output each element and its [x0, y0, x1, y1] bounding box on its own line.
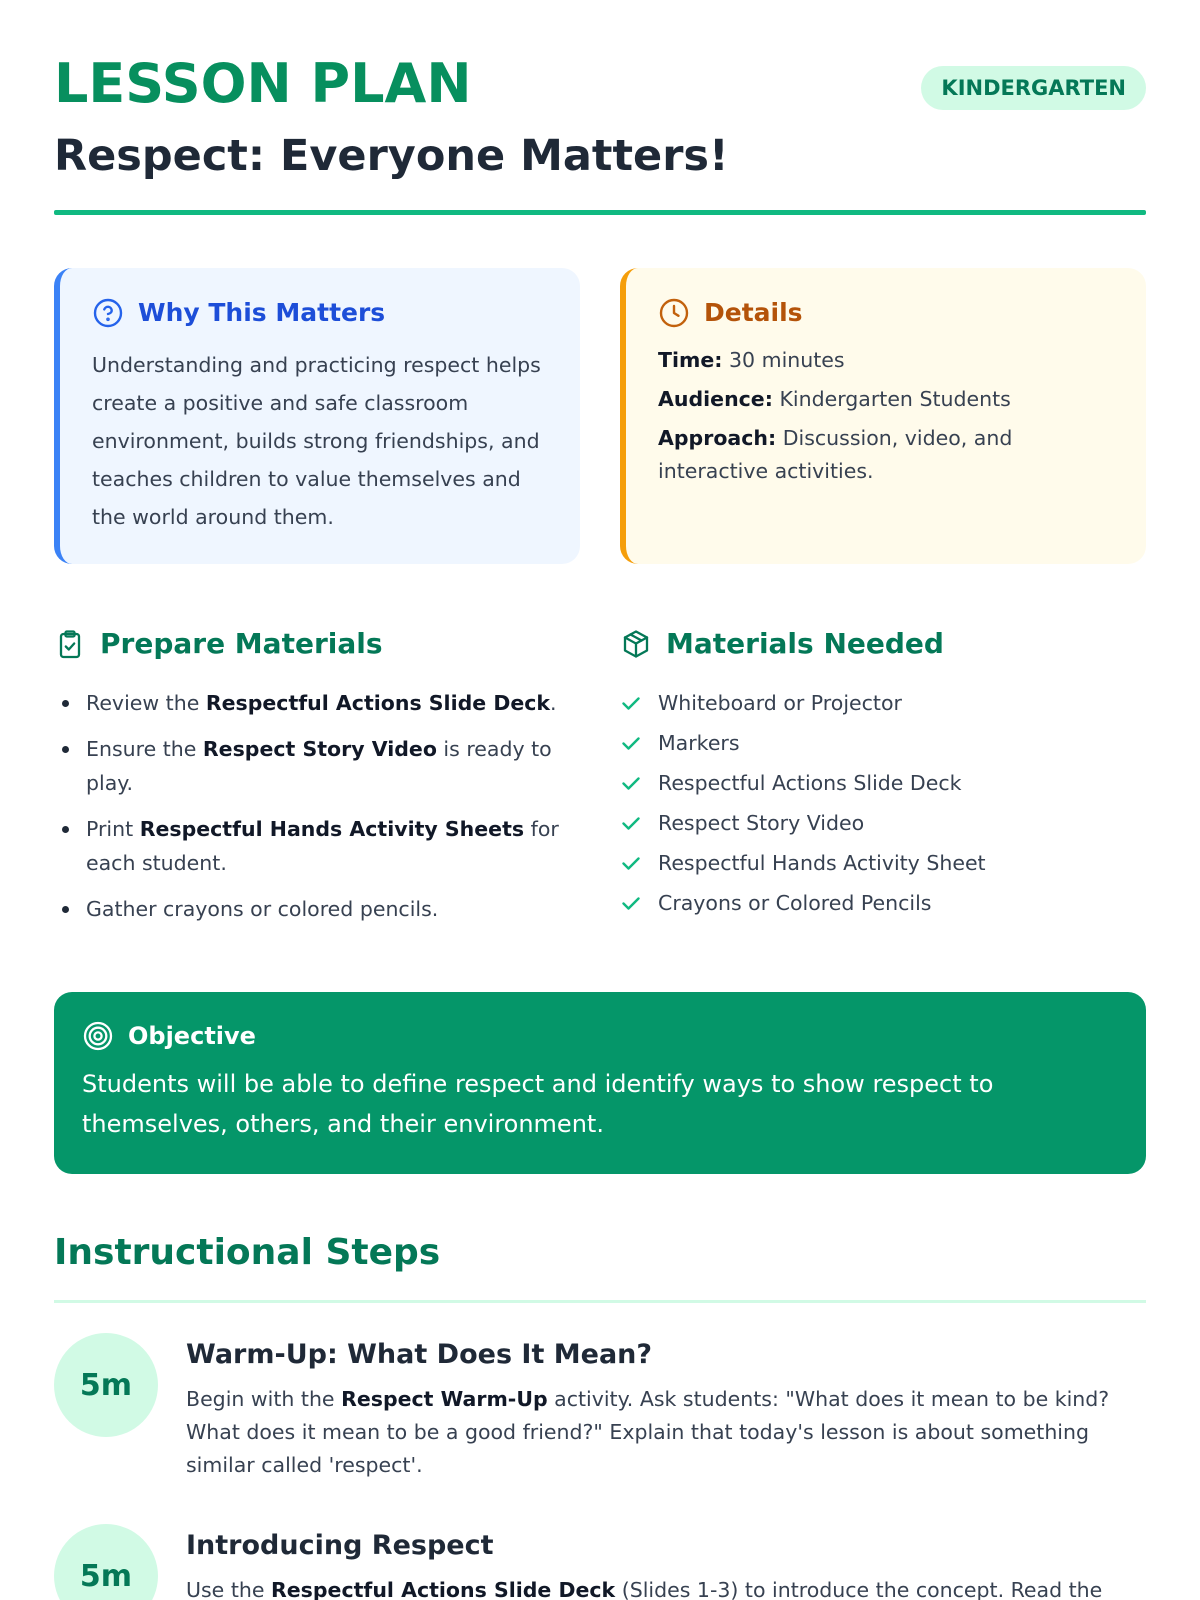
detail-audience-label: Audience:: [658, 387, 773, 411]
prepare-item-text: .: [550, 691, 557, 715]
prepare-materials-column: [54, 624, 580, 938]
step-duration-badge: 5m: [54, 1524, 158, 1600]
prepare-list: [54, 686, 580, 926]
objective-heading: Objective: [128, 1022, 256, 1050]
grade-badge: KINDERGARTEN: [921, 66, 1146, 110]
clock-icon: [658, 297, 690, 329]
details-card: [620, 268, 1146, 564]
step-duration-badge: 5m: [54, 1333, 158, 1437]
check-icon: [620, 852, 642, 874]
instructional-steps-heading: Instructional Steps: [54, 1232, 441, 1273]
objective-text: Students will be able to define respect and identify ways to show respect to themselves, others, and their environment.: [82, 1070, 994, 1138]
check-icon: [620, 732, 642, 754]
detail-time: [658, 344, 1118, 377]
check-icon: [620, 772, 642, 794]
target-icon: [82, 1020, 114, 1052]
info-cards: [54, 268, 1146, 564]
step-item: [54, 1333, 1146, 1482]
header-divider: [54, 210, 1146, 215]
detail-approach-value: Discussion, video, and interactive activities.: [658, 426, 1013, 483]
prepare-item-resource: Respectful Hands Activity Sheets: [139, 817, 525, 841]
package-icon: [620, 628, 652, 660]
page-title: Respect: Everyone Matters!: [54, 131, 729, 181]
materials-needed-column: [620, 624, 1146, 938]
material-item-label: Respect Story Video: [658, 811, 865, 835]
material-item-label: Whiteboard or Projector: [658, 691, 902, 715]
objective-box: [54, 992, 1146, 1174]
header: [54, 0, 1146, 215]
prepare-materials-header: [54, 624, 580, 664]
eyebrow-label: LESSON PLAN: [54, 52, 472, 115]
detail-time-label: Time:: [658, 348, 723, 372]
steps-divider: [54, 1300, 1146, 1303]
step-text: Begin with the: [186, 1387, 342, 1411]
prepare-item: [54, 892, 580, 926]
prepare-item-text: for each student.: [86, 817, 559, 875]
step-text: Use the: [186, 1578, 271, 1600]
detail-audience-value: Kindergarten Students: [779, 387, 1011, 411]
prepare-item-text: Ensure the: [86, 737, 203, 761]
check-icon: [620, 812, 642, 834]
material-item-label: Markers: [658, 731, 740, 755]
prepare-item: [54, 812, 580, 880]
detail-approach-label: Approach:: [658, 426, 777, 450]
material-item-label: Crayons or Colored Pencils: [658, 891, 932, 915]
material-item: [620, 766, 1146, 800]
check-icon: [620, 892, 642, 914]
prepare-item-resource: Respect Story Video: [202, 737, 437, 761]
material-item-label: Respectful Hands Activity Sheet: [658, 851, 986, 875]
step-description: [186, 1574, 1146, 1600]
step-title: Warm-Up: What Does It Mean?: [186, 1339, 653, 1370]
prepare-item-text: Print: [86, 817, 140, 841]
detail-audience: [658, 383, 1118, 416]
material-item: [620, 806, 1146, 840]
objective-header: [82, 1018, 1118, 1054]
material-item: [620, 846, 1146, 880]
materials-section: [54, 624, 1146, 938]
material-item: [620, 726, 1146, 760]
prepare-item-text: Review the: [86, 691, 206, 715]
step-text: activity. Ask students: "What does it mean to be kind? What does it mean to be a good friend?" Explain that today's lesson is about something similar called 'respect'.: [186, 1387, 1110, 1477]
prepare-item: [54, 732, 580, 800]
material-item: [620, 886, 1146, 920]
material-item-label: Respectful Actions Slide Deck: [658, 771, 962, 795]
step-description: [186, 1383, 1146, 1482]
prepare-materials-heading: Prepare Materials: [100, 627, 383, 660]
details-card-heading: Details: [704, 298, 803, 327]
step-body: [186, 1524, 1146, 1600]
prepare-item-text: is ready to play.: [86, 737, 552, 795]
why-card-text: Understanding and practicing respect helps create a positive and safe classroom environment, builds strong friendships, and teaches children to value themselves and the world around them.: [92, 353, 541, 529]
step-item: [54, 1524, 1146, 1600]
step-title: Introducing Respect: [186, 1530, 494, 1561]
materials-needed-heading: Materials Needed: [666, 627, 944, 660]
why-card-heading: Why This Matters: [138, 298, 386, 327]
detail-time-value: 30 minutes: [729, 348, 845, 372]
detail-approach: [658, 422, 1118, 488]
check-icon: [620, 692, 642, 714]
materials-list: [620, 686, 1146, 920]
why-card-header: [92, 296, 552, 330]
prepare-item-text: Gather crayons or colored pencils.: [86, 897, 439, 921]
step-resource: Respectful Actions Slide Deck: [270, 1578, 616, 1600]
prepare-item-resource: Respectful Actions Slide Deck: [205, 691, 551, 715]
prepare-item: [54, 686, 580, 720]
step-body: [186, 1333, 1146, 1482]
step-text: (Slides 1-3) to introduce the concept. Read the: [615, 1578, 1103, 1600]
step-resource: Respect Warm-Up: [341, 1387, 548, 1411]
details-card-header: [658, 296, 1118, 330]
clipboard-check-icon: [54, 628, 86, 660]
material-item: [620, 686, 1146, 720]
question-circle-icon: [92, 297, 124, 329]
materials-needed-header: [620, 624, 1146, 664]
why-this-matters-card: [54, 268, 580, 564]
